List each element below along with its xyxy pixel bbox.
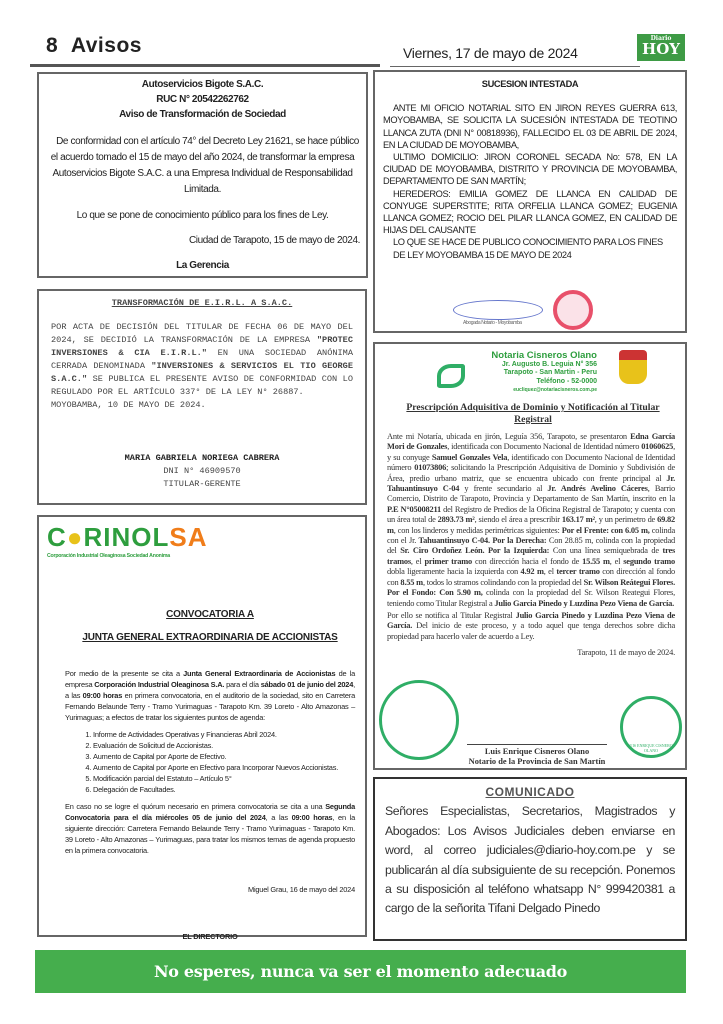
second-call xyxy=(65,801,355,856)
notice-prescripcion xyxy=(373,342,687,770)
text-segment: , identificado con Documento Nacional de Identidad número xyxy=(387,452,676,473)
seal-text: LUIS ENRIQUE CISNEROS OLANO xyxy=(627,743,675,753)
logo-letters: RINOL xyxy=(83,522,170,552)
phone: Teléfono - 52-0000 xyxy=(536,377,597,385)
signer-role: TITULAR-GERENTE xyxy=(163,479,241,489)
ruc: RUC N° 20542262762 xyxy=(156,94,249,105)
logo-letters-orange: SA xyxy=(169,522,208,552)
text-segment: , y su conyuge xyxy=(387,442,675,462)
notice-body xyxy=(387,432,675,659)
notice-transformacion xyxy=(37,289,367,505)
logo-small-text: Diario xyxy=(650,35,672,42)
notice-corinolsa xyxy=(37,515,367,941)
body-paragraph xyxy=(387,432,675,609)
header-rule xyxy=(30,64,380,67)
bold-text-segment: 163.17 m² xyxy=(561,515,595,525)
signature: EL DIRECTORIO xyxy=(182,932,238,941)
text-segment: Con una línea semiquebrada de xyxy=(549,546,663,556)
text-segment: , y un perimetro de xyxy=(594,515,658,525)
title-line1: CONVOCATORIA A xyxy=(166,609,254,620)
footer-slogan-banner: No esperes, nunca va ser el momento adecuado xyxy=(35,950,686,993)
bold-text-segment: Julio Garcia Pinedo y Luzdina Pezo Viena de García. xyxy=(494,598,674,608)
text-segment: , en la siguiente dirección: Carretera Fernando Belaunde Terry - Tramo Yurimaguas - Tarapoto Km. 39 Loreto - Alto Amazonas – Yurimaguas, para tratar los mismos temas de agenda propuesto en la primera convocatoria. xyxy=(65,813,355,855)
signature-scribble-icon xyxy=(453,300,543,320)
notary-letterhead xyxy=(467,352,597,395)
paragraph: HEREDEROS: EMILIA GOMEZ DE LLANCA EN CALIDAD DE CONYUGE SUPERSTITE; RITA ORFELIA LLANCA GOMEZ; EUGENIA LLANCA GOMEZ; ROCIO DEL PILAR LLANCA GOMEZ, EN CALIDAD DE HIJAS DEL CAUSANTE xyxy=(383,188,677,236)
logo-letter: C xyxy=(47,522,67,552)
agenda-item: 3. Aumento de Capital por Aporte de Efectivo. xyxy=(93,751,355,762)
section-title: Avisos xyxy=(70,34,142,57)
text-segment: POR ACTA DE DECISIÓN DEL TITULAR DE FECHA 06 DE MAYO DEL 2024, SE DECIDIÓ LA TRANSFORMACIÓN DE LA EMPRESA xyxy=(51,322,353,345)
bold-text-segment: 15.55 m xyxy=(582,556,610,566)
text-segment: Del inicio de este proceso, y a todo aquel que tenga derechos sobre dicha propiedad para hacerlo valer de acuerdo a Ley. xyxy=(387,621,675,641)
bold-text-segment: Jr. Andrés Avelino Cáceres xyxy=(547,484,648,494)
text-segment: colinda con la propiedad del Sr. Wilson Reategui Flores, teniendo como Titular Registral a xyxy=(387,588,676,608)
logo-drop-icon: ● xyxy=(66,522,84,552)
text-segment: Con 28.85 m, colinda con la propiedad del xyxy=(387,536,676,556)
signature-stamp xyxy=(453,294,633,330)
bold-text-segment: Tahuantinsuyo C-04. Por la Derecha: xyxy=(418,536,547,546)
title-line2: JUNTA GENERAL EXTRAORDINARIA DE ACCIONISTAS xyxy=(82,632,338,643)
text-segment: SE PUBLICA EL PRESENTE AVISO DE CONFORMIDAD CON LO REGULADO POR EL ARTÍCULO 337° DE LA LEY N° 26887. xyxy=(51,374,353,397)
red-seal-icon xyxy=(553,290,593,330)
header-rule-right xyxy=(390,66,640,67)
bold-text-segment: primer tramo xyxy=(424,556,473,566)
text-segment: Por ello se notifica al Titular Registral xyxy=(387,610,516,620)
email: eucliquez@notariacisneros.com.pe xyxy=(513,387,597,393)
notary-seal-right xyxy=(620,696,682,758)
place-date: Ciudad de Tarapoto, 15 de mayo de 2024. xyxy=(188,235,360,246)
page-number: 8 xyxy=(46,34,59,57)
text-segment: , con los linderos y medidas perimétricas siguientes: xyxy=(393,525,562,535)
logo-subtitle: Corporación Industrial Oleaginosa Sociedad Anonima xyxy=(47,553,170,559)
bold-text-segment: Por el Frente: con 6.05 m, xyxy=(561,525,650,535)
agenda-item: 2. Evaluación de Solicitud de Accionistas. xyxy=(93,740,355,751)
notary-emblem-icon xyxy=(437,364,465,388)
signature: La Gerencia xyxy=(176,260,229,271)
notice-closing: Lo que se pone de conocimiento público para los fines de Ley. xyxy=(76,210,329,221)
paragraph: ANTE MI OFICIO NOTARIAL SITO EN JIRON REYES GUERRA 613, MOYOBAMBA, SE SOLICITA LA SUCESIÓN INTESTADA DE TEOTINO LLANCA ZUTA (DNI N° 00818936), FALLECIDO EL 03 DE ABRIL DE 2024, EN LA CIUDAD DE MOYOBAMBA, xyxy=(383,103,677,150)
agenda-item: 5. Modificación parcial del Estatuto – Artículo 5° xyxy=(93,773,355,784)
corinolsa-logo xyxy=(47,523,355,551)
company-name: Autoservicios Bigote S.A.C. xyxy=(141,79,264,90)
bold-text-segment: 09:00 horas xyxy=(82,691,123,700)
logo-big-text: HOY xyxy=(642,40,680,58)
text-segment: , el xyxy=(543,567,557,577)
page-header xyxy=(46,34,142,58)
notary-signature xyxy=(467,744,607,768)
notice-title: SUCESION INTESTADA xyxy=(481,79,579,89)
place-date: MOYOBAMBA, 10 DE MAYO DE 2024. xyxy=(51,400,206,410)
text-segment: dobla ligeramente hacia la izquierda con xyxy=(387,567,521,577)
bold-text-segment: Julio Garcia Pinedo y Luzdina Pezo Viena de García. xyxy=(387,610,675,631)
city: Tarapoto - San Martin - Peru xyxy=(503,369,597,376)
text-segment: y frente secundario al xyxy=(459,484,548,494)
intro xyxy=(65,668,355,723)
paragraph: LO QUE SE HACE DE PUBLICO CONOCIMIENTO PARA LOS FINES DE LEY MOYOBAMBA 15 DE MAYO DE 2024 xyxy=(393,237,663,260)
bold-text-segment: Sr. Wilson Reátegui Flores. Por el Fondo: Con 5.90 m, xyxy=(387,577,675,598)
agenda-item: 6. Delegación de Facultades. xyxy=(93,784,355,795)
comunicado-body: Señores Especialistas, Secretarios, Magistrados y Abogados: Los Avisos Judiciales deben enviarse en word, al correo judiciales@diario-hoy.com.pe y se publicarán al día subsiguiente de su recepción. Ponemos a su disposición al teléfono whatsapp N° 999420381 a cargo de la señorita Tifani Delgado Pinedo xyxy=(385,804,675,916)
notary-name: Notaria Cisneros Olano xyxy=(491,350,597,361)
bold-text-segment: 09:00 horas xyxy=(291,813,333,822)
bold-text-segment: Edna García Mori de Gonzales xyxy=(387,432,676,452)
place-date: Miguel Grau, 16 de mayo del 2024 xyxy=(248,885,355,894)
address: Jr. Augusto B. Leguia N° 356 xyxy=(501,360,597,368)
notice-sucesion xyxy=(373,70,687,333)
text-segment: ; solicitando la Prescripción Adquisitiva de Dominio y Subdivisión de Área, predio urbano matriz, que se encuentra ubicado con frente principal al xyxy=(387,463,675,483)
bold-text-segment: 8.55 m xyxy=(400,577,423,587)
bold-text-segment: sábado 01 de junio del 2024 xyxy=(260,680,354,689)
bold-text-segment: 01060625 xyxy=(641,442,674,452)
bold-text-segment: segundo tramo xyxy=(623,556,676,566)
text-segment: , siendo el área a prescribir xyxy=(474,515,562,525)
signer-name: MARIA GABRIELA NORIEGA CABRERA xyxy=(124,453,280,463)
bold-text-segment: P.E N°05008211 xyxy=(387,504,441,514)
text-segment: , identificada con Documento Nacional de Identidad número xyxy=(447,442,642,452)
text-segment: con dirección hacia el fondo de xyxy=(472,556,583,566)
bold-text-segment: "PROTEC INVERSIONES & CIA E.I.R.L." xyxy=(51,335,353,358)
text-segment: En caso no se logre el quórum necesario en primera convocatoria se cita a una xyxy=(65,802,326,811)
notice-body xyxy=(51,321,353,399)
bold-text-segment: Junta General Extraordinaria de Accionistas xyxy=(183,669,336,678)
bold-text-segment: 2893.73 m² xyxy=(437,515,475,525)
text-segment: , a las xyxy=(265,813,292,822)
notary-title: Notario de la Provincia de San Martín xyxy=(468,757,606,767)
comunicado xyxy=(373,777,687,941)
notice-bigote xyxy=(37,72,368,278)
place-date: Tarapoto, 11 de mayo de 2024. xyxy=(577,648,675,658)
issue-date: Viernes, 17 de mayo de 2024 xyxy=(403,45,578,61)
diario-hoy-logo xyxy=(637,34,685,61)
notary-name: Luis Enrique Cisneros Olano xyxy=(484,747,590,756)
text-segment: con dirección al fondo con xyxy=(387,567,676,587)
notice-body: De conformidad con el artículo 74° del Decreto Ley 21621, se hace público el acuerdo tomado el 15 de mayo del año 2024, de transformar la empresa Autoservicios Bigote S.A.C. a una Empresa Individual de Responsabilidad Limitada. xyxy=(50,136,359,195)
agenda-item: 4. Aumento de Capital por Aporte en Efectivo para Incorporar Nuevos Accionistas. xyxy=(93,762,355,773)
notice-title: Aviso de Transformación de Sociedad xyxy=(119,109,286,120)
text-segment: , a las xyxy=(65,680,355,700)
bold-text-segment: 69.82 m xyxy=(387,515,675,535)
bold-text-segment: Sr. Ciro Ordoñez León. Por la Izquierda: xyxy=(400,546,550,556)
bold-text-segment: Samuel Gonzales Vela xyxy=(431,452,508,462)
text-segment: , todos lo stramos colindando con la propiedad del xyxy=(422,577,584,587)
notice-title: TRANSFORMACIÓN DE E.I.R.L. A S.A.C. xyxy=(111,298,293,308)
paragraph: ULTIMO DOMICILIO: JIRON CORONEL SECADA No: 578, EN LA CIUDAD DE MOYOBAMBA, DISTRITO Y PROVINCIA DE MOYOBAMBA, DEPARTAMENTO DE SAN MARTÍN; xyxy=(383,152,677,187)
bold-text-segment: tercer tramo xyxy=(556,567,600,577)
bold-text-segment: 4.92 m xyxy=(520,567,544,577)
text-segment: , Barrio Comercio, Distrito de Tarapoto, Provincia y Departamento de San Martín, inscrito en la xyxy=(387,484,676,504)
stamp-text: Abogada Notario - Moyobamba xyxy=(463,320,522,326)
signer-dni: DNI N° 46909570 xyxy=(163,466,241,476)
body-paragraph xyxy=(387,611,675,642)
text-segment: , el xyxy=(609,556,624,566)
agenda-item: 1. Informe de Actividades Operativas y Financieras Abril 2024. xyxy=(93,729,355,740)
notice-title: Prescripción Adquisitiva de Dominio y Notificación al Titular Registral xyxy=(406,402,660,425)
text-segment: colinda con el Jr. xyxy=(387,525,675,546)
bold-text-segment: 01073806 xyxy=(414,463,447,473)
agenda-list xyxy=(93,729,355,795)
text-segment: Por medio de la presente se cita a xyxy=(65,669,184,678)
text-segment: de la empresa xyxy=(65,669,355,689)
bold-text-segment: Segunda Convocatoria para el día miércoles 05 de junio del 2024 xyxy=(65,802,355,822)
text-segment: del Registro de Predios de la Oficina Registral de Tarapoto; y cuenta con un área total de xyxy=(387,504,675,525)
text-segment: en primera convocatoria, en el auditorio de la sociedad, sito en Carretera Fernando Belaunde Terry - Tramo Yurimaguas - Tarapoto Km. 39 Loreto - Alto Amazonas – Yurimaguas; a efectos de tratar los siguientes puntos de agenda: xyxy=(65,691,355,722)
text-segment: para el día xyxy=(224,680,261,689)
bold-text-segment: Corporación Industrial Oleaginosa S.A. xyxy=(94,680,225,689)
comunicado-title: COMUNICADO xyxy=(485,785,575,799)
text-segment: EN UNA SOCIEDAD ANÓNIMA CERRADA DENOMINADA xyxy=(51,348,353,371)
bold-text-segment: Jr. Tahuantinsuyo C-04 xyxy=(387,473,675,494)
text-segment: , el xyxy=(410,556,425,566)
text-segment: Ante mi Notaría, ubicada en jirón, Leguía 356, Tarapoto, se presentaron xyxy=(387,432,631,441)
notary-seal-left xyxy=(379,680,459,760)
bold-text-segment: tres tramos xyxy=(387,546,676,566)
coat-of-arms-icon xyxy=(619,350,647,384)
bold-text-segment: "INVERSIONES & SERVICIOS EL TIO GEORGE S.A.C." xyxy=(51,361,353,384)
